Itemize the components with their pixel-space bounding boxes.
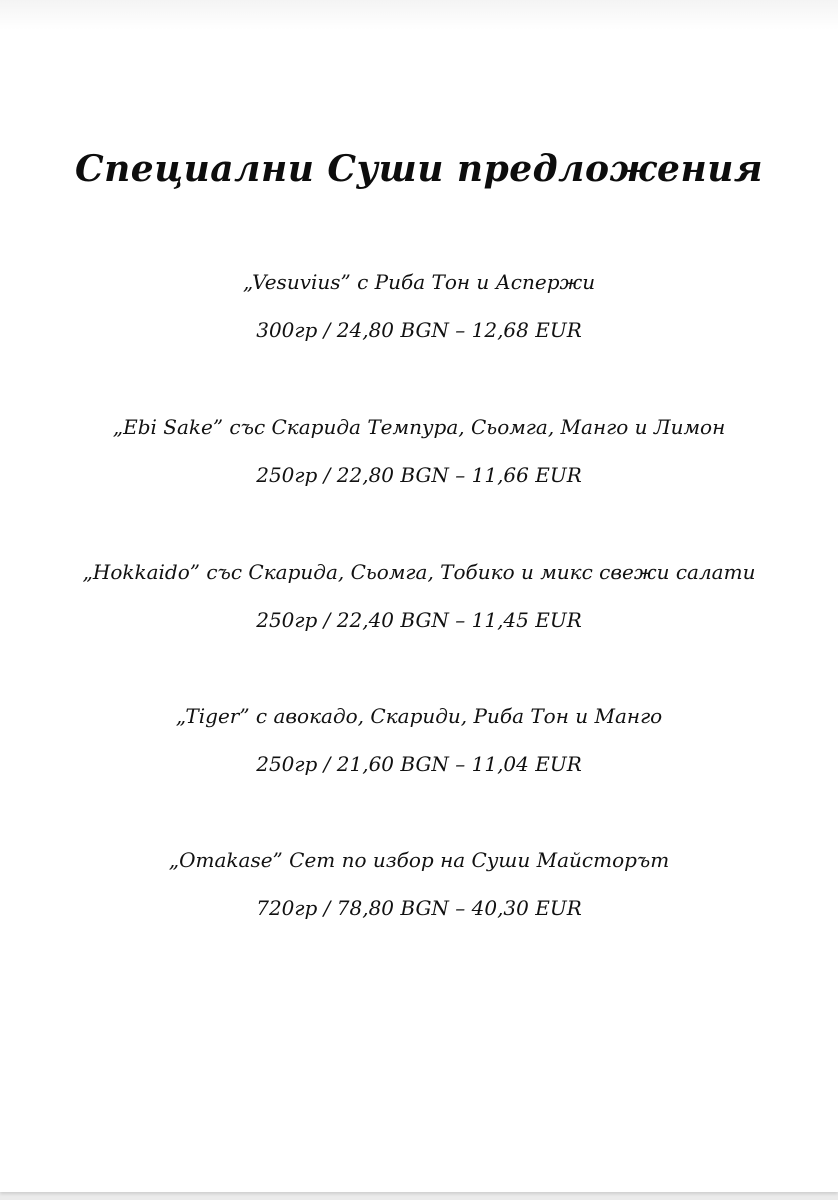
menu-item-name: „Vesuvius” с Риба Тон и Аспержи [242, 270, 596, 294]
menu-item [0, 846, 838, 922]
menu-item [0, 702, 838, 778]
menu-item [0, 413, 838, 489]
menu-item-price: 720гр / 78,80 BGN – 40,30 EUR [256, 896, 582, 920]
menu-item-price: 250гр / 21,60 BGN – 11,04 EUR [256, 752, 582, 776]
menu-item-price: 300гр / 24,80 BGN – 12,68 EUR [256, 318, 582, 342]
menu-item [0, 268, 838, 344]
page-title: Специални Суши предложения [74, 148, 764, 190]
menu-item-price: 250гр / 22,80 BGN – 11,66 EUR [256, 463, 582, 487]
menu-item-name: „Omakase” Сет по избор на Суши Майсторът [168, 848, 670, 872]
menu-item-name: „Hokkaido” със Скарида, Сьомга, Тобико и микс свежи салати [82, 560, 756, 584]
menu-item-price: 250гр / 22,40 BGN – 11,45 EUR [256, 608, 582, 632]
menu-item-name: „Ebi Sake” със Скарида Темпура, Сьомга, Манго и Лимон [112, 415, 726, 439]
page-top-edge [0, 0, 838, 30]
menu-item-name: „Tiger” с авокадо, Скариди, Риба Тон и Манго [175, 704, 663, 728]
menu-item [0, 558, 838, 634]
